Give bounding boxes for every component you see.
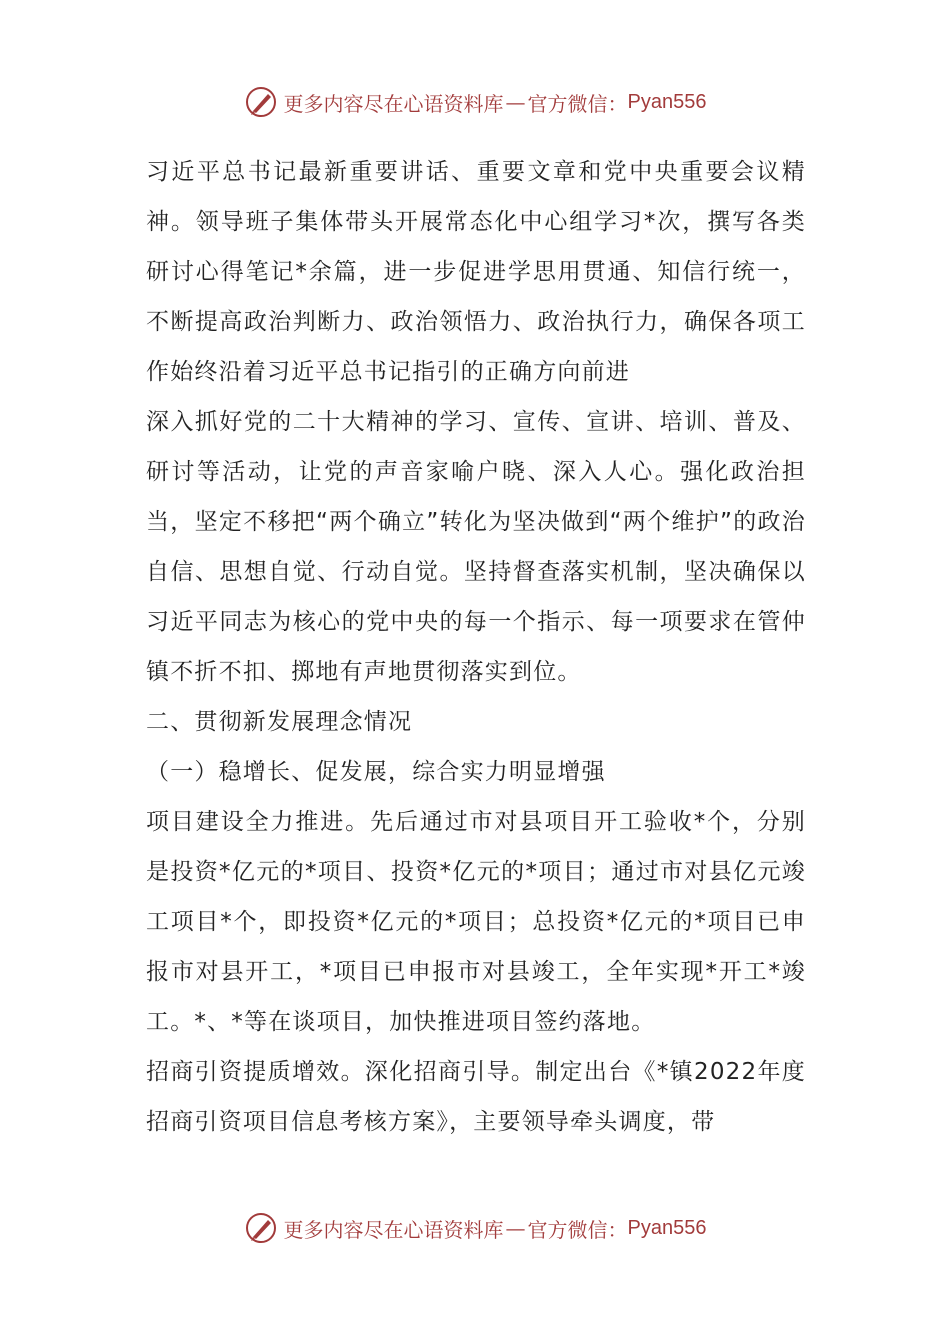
section-heading: 二、贯彻新发展理念情况 xyxy=(146,709,413,735)
pen-logo-icon xyxy=(244,85,278,119)
footer-site-name: 更多内容尽在心语资料库 xyxy=(283,1217,504,1242)
header-wechat-label: 官方微信： xyxy=(527,91,628,116)
header-wechat-id: Pyan556 xyxy=(627,90,707,113)
footer-wechat-id: Pyan556 xyxy=(627,1216,707,1239)
subsection-heading: （一）稳增长、促发展，综合实力明显增强 xyxy=(146,759,606,785)
paragraph: 项目建设全力推进。先后通过市对县项目开工验收*个，分别是投资*亿元的*项目、投资*亿元的*项目；通过市对县亿元竣工项目*个，即投资*亿元的*项目；总投资*亿元的*项目已申报市对县开工，*项目已申报市对县竣工，全年实现*开工*竣工。*、*等在谈项目，加快推进项目签约落地。 xyxy=(146,809,806,1035)
footer-separator: — xyxy=(505,1216,526,1240)
header-separator: — xyxy=(505,90,526,114)
paragraph: 深入抓好党的二十大精神的学习、宣传、宣讲、培训、普及、研讨等活动，让党的声音家喻户晓、深入人心。强化政治担当，坚定不移把“两个确立”转化为坚决做到“两个维护”的政治自信、思想自觉、行动自觉。坚持督查落实机制，坚决确保以习近平同志为核心的党中央的每一个指示、每一项要求在管仲镇不折不扣、掷地有声地贯彻落实到位。 xyxy=(146,409,806,685)
header-watermark xyxy=(0,82,950,122)
paragraph: 习近平总书记最新重要讲话、重要文章和党中央重要会议精神。领导班子集体带头开展常态化中心组学习*次，撰写各类研讨心得笔记*余篇，进一步促进学思用贯通、知信行统一，不断提高政治判断力、政治领悟力、政治执行力，确保各项工作始终沿着习近平总书记指引的正确方向前进 xyxy=(146,159,806,385)
pen-logo-icon xyxy=(244,1211,278,1245)
footer-watermark xyxy=(0,1208,950,1248)
header-site-name: 更多内容尽在心语资料库 xyxy=(283,91,504,116)
footer-wechat-label: 官方微信： xyxy=(527,1217,628,1242)
paragraph: 招商引资提质增效。深化招商引导。制定出台《*镇2022年度招商引资项目信息考核方案》，主要领导牵头调度，带 xyxy=(146,1059,806,1135)
document-body xyxy=(146,147,806,1147)
